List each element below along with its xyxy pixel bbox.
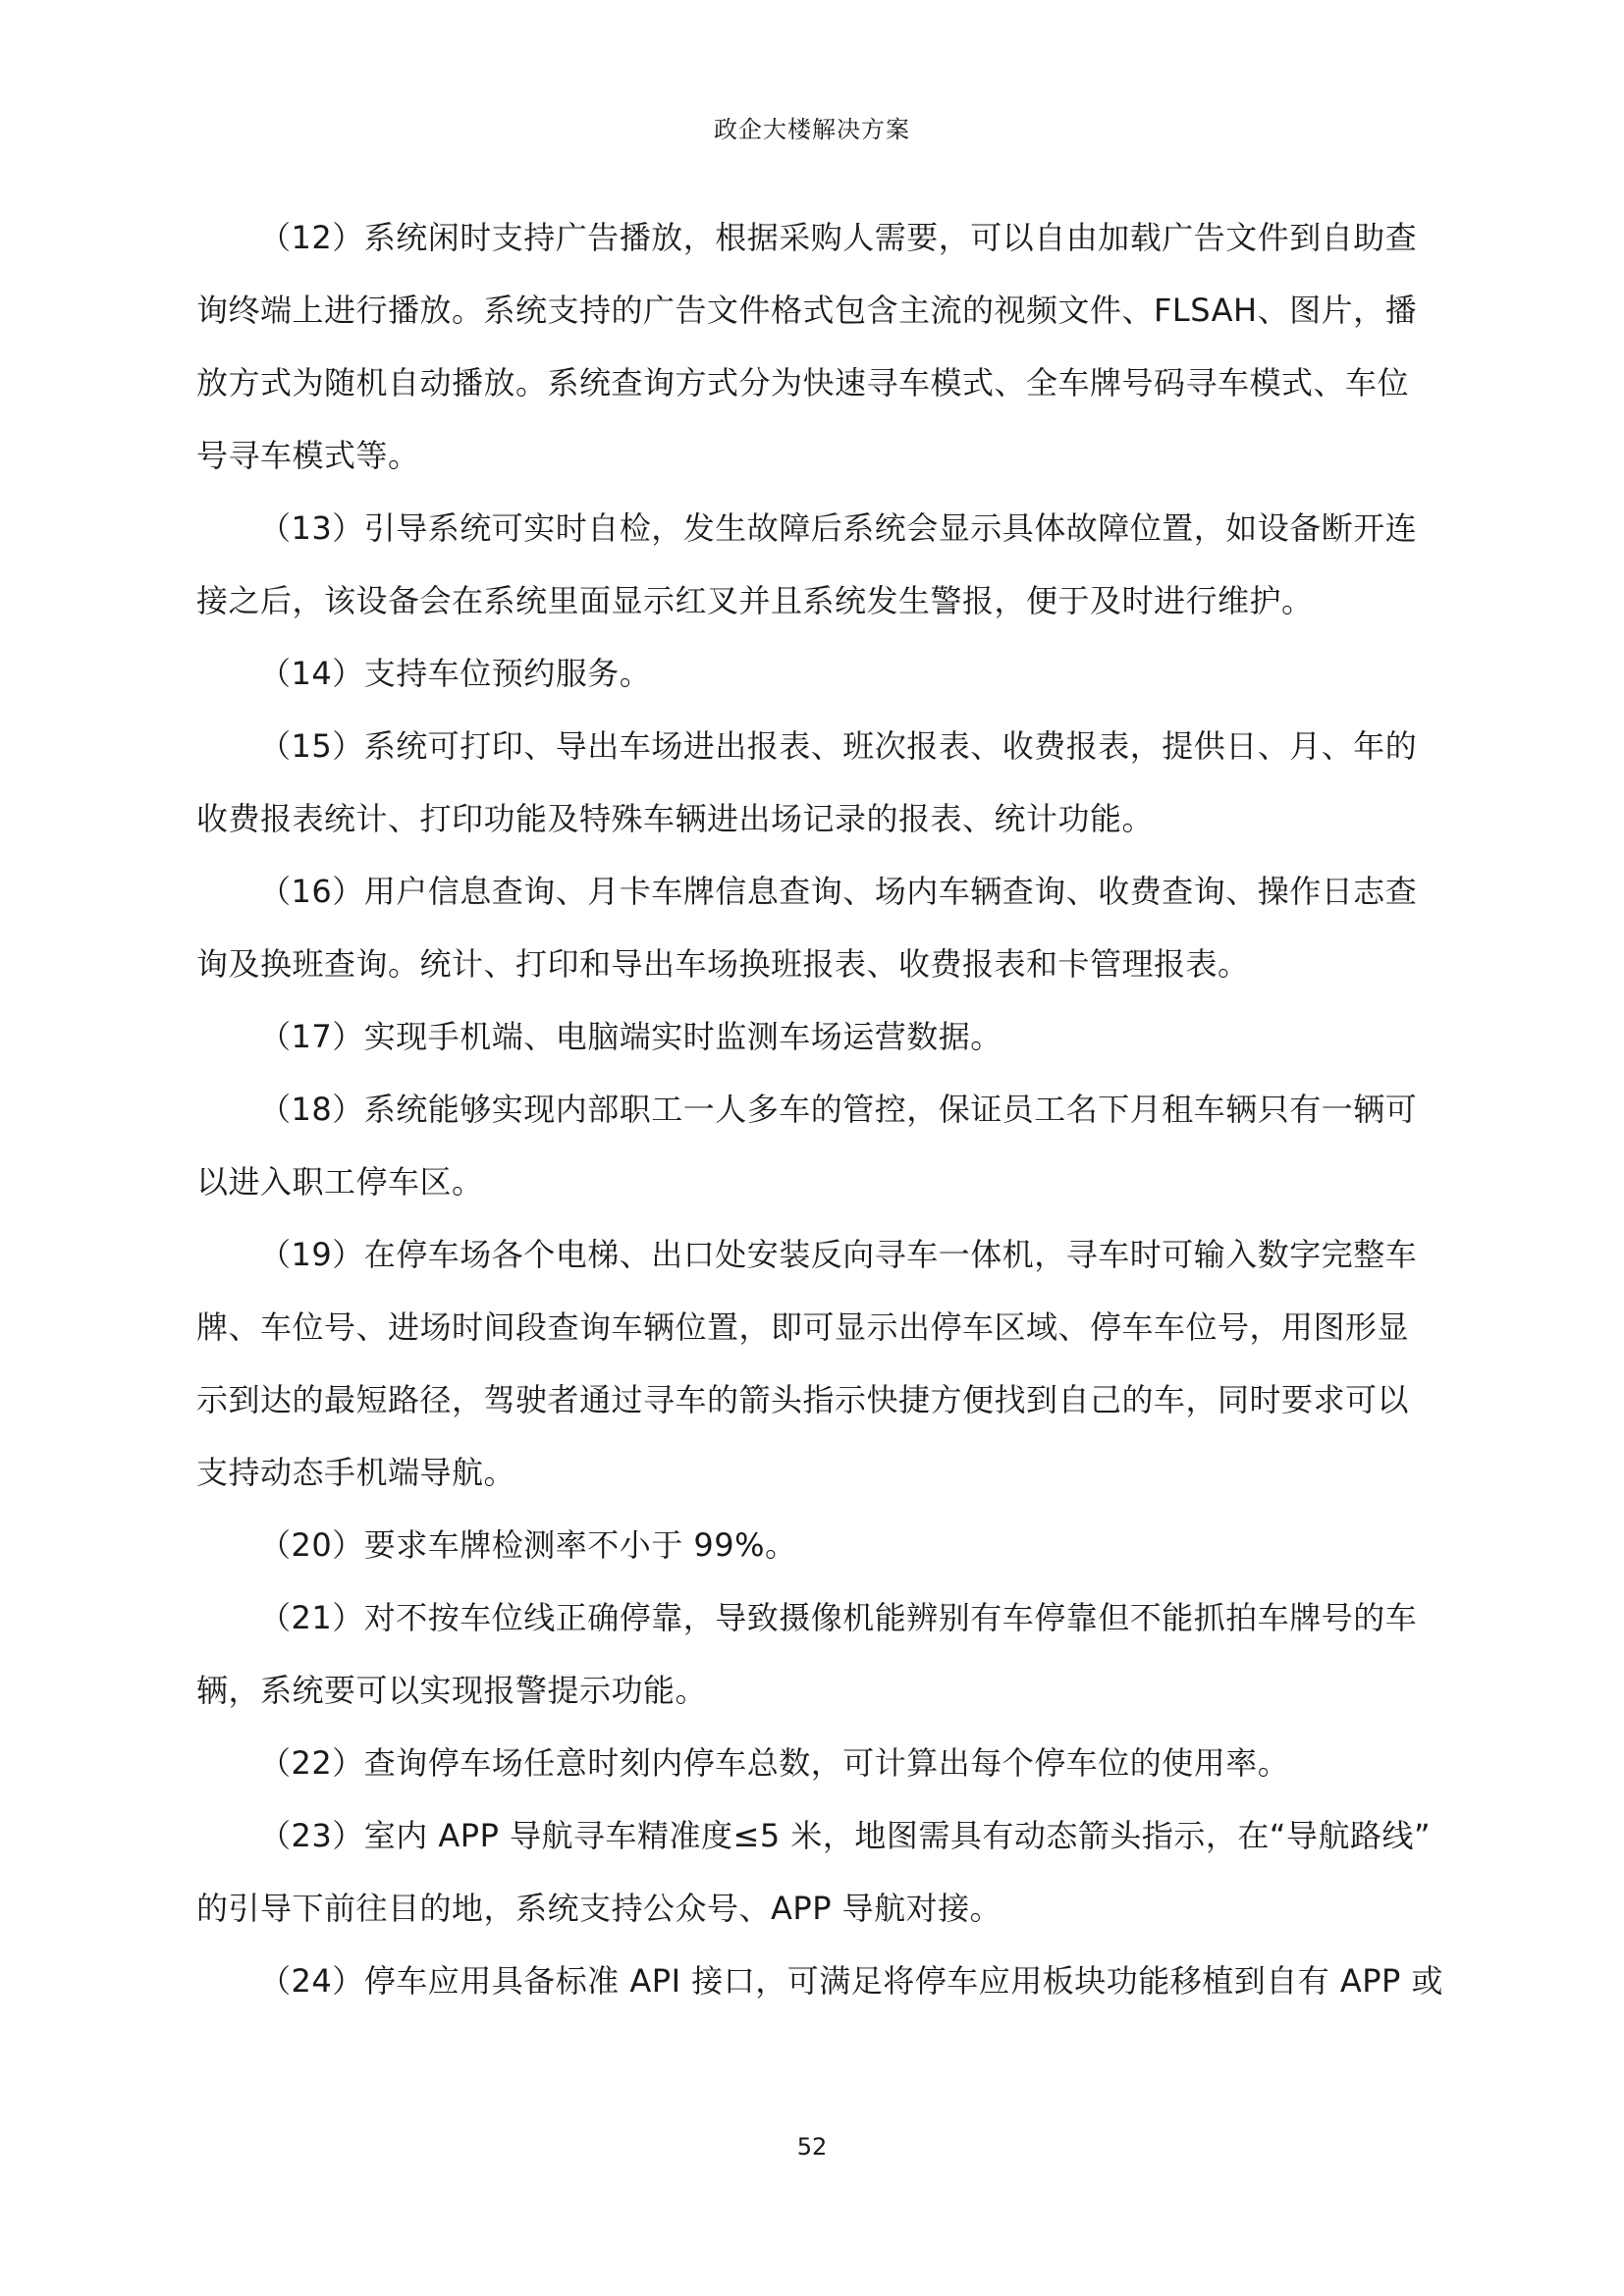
body-text-line: （17）实现手机端、电脑端实时监测车场运营数据。 <box>259 1018 1002 1055</box>
body-text-line: 号寻车模式等。 <box>196 437 420 474</box>
body-text-line: 牌、车位号、进场时间段查询车辆位置，即可显示出停车区域、停车车位号，用图形显 <box>196 1308 1410 1346</box>
page-header-title: 政企大楼解决方案 <box>714 116 910 143</box>
body-text-line: （21）对不按车位线正确停靠，导致摄像机能辨别有车停靠但不能抓拍车牌号的车 <box>259 1599 1418 1636</box>
body-text-line: 辆，系统要可以实现报警提示功能。 <box>196 1672 708 1709</box>
body-text-line: 以进入职工停车区。 <box>196 1163 484 1201</box>
body-text-line: （13）引导系统可实时自检，发生故障后系统会显示具体故障位置，如设备断开连 <box>259 509 1418 547</box>
body-text-line: （19）在停车场各个电梯、出口处安装反向寻车一体机，寻车时可输入数字完整车 <box>259 1236 1418 1273</box>
body-text-line: （12）系统闲时支持广告播放，根据采购人需要，可以自由加载广告文件到自助查 <box>259 219 1418 256</box>
body-text-line: （24）停车应用具备标准 API 接口，可满足将停车应用板块功能移植到自有 APP 或 <box>259 1962 1444 2000</box>
body-text-line: 询终端上进行播放。系统支持的广告文件格式包含主流的视频文件、FLSAH、图片，播 <box>196 292 1418 329</box>
body-text-line: （16）用户信息查询、月卡车牌信息查询、场内车辆查询、收费查询、操作日志查 <box>259 873 1418 910</box>
body-text-line: 收费报表统计、打印功能及特殊车辆进出场记录的报表、统计功能。 <box>196 800 1155 837</box>
body-text-line: （23）室内 APP 导航寻车精准度≤5 米，地图需具有动态箭头指示，在“导航路线” <box>259 1817 1432 1854</box>
body-text-line: （22）查询停车场任意时刻内停车总数，可计算出每个停车位的使用率。 <box>259 1744 1290 1782</box>
body-text-line: 示到达的最短路径，驾驶者通过寻车的箭头指示快捷方便找到自己的车，同时要求可以 <box>196 1381 1410 1418</box>
document-body <box>196 201 1443 2017</box>
body-text-line: 放方式为随机自动播放。系统查询方式分为快速寻车模式、全车牌号码寻车模式、车位 <box>196 364 1410 401</box>
body-text-line: （18）系统能够实现内部职工一人多车的管控，保证员工名下月租车辆只有一辆可 <box>259 1091 1418 1128</box>
body-text-line: （14）支持车位预约服务。 <box>259 655 652 692</box>
body-text-line: 支持动态手机端导航。 <box>196 1454 516 1491</box>
page-number: 52 <box>796 2133 828 2161</box>
body-text-line: （15）系统可打印、导出车场进出报表、班次报表、收费报表，提供日、月、年的 <box>259 727 1418 765</box>
body-text-line: （20）要求车牌检测率不小于 99%。 <box>259 1526 797 1564</box>
body-text-line: 询及换班查询。统计、打印和导出车场换班报表、收费报表和卡管理报表。 <box>196 945 1250 983</box>
body-text-line: 的引导下前往目的地，系统支持公众号、APP 导航对接。 <box>196 1890 1002 1927</box>
body-text-line: 接之后，该设备会在系统里面显示红叉并且系统发生警报，便于及时进行维护。 <box>196 582 1314 619</box>
